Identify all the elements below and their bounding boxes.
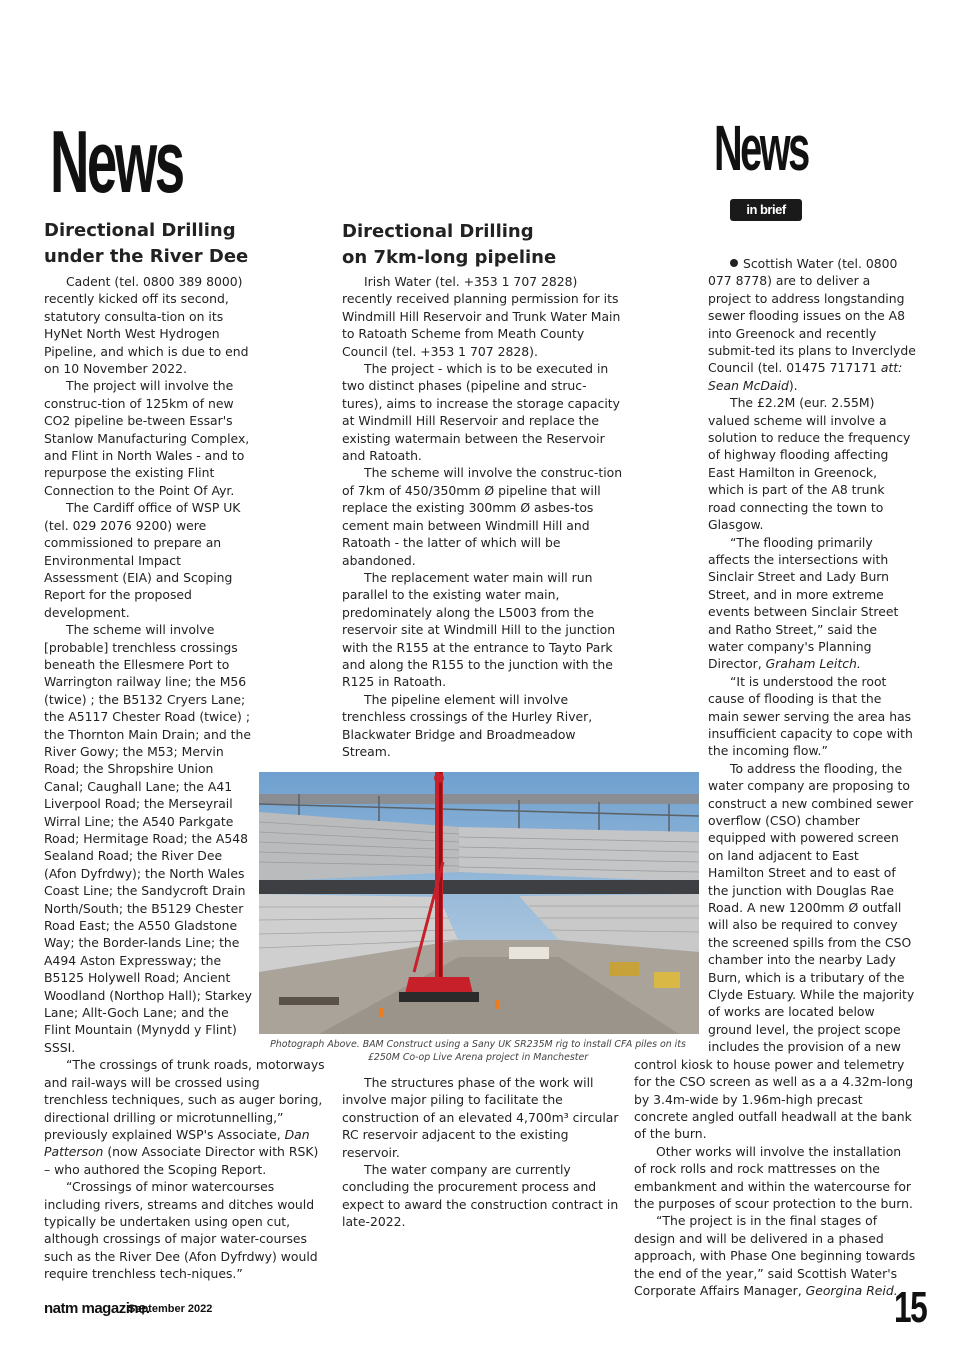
article2-headline [342,219,556,271]
stadium-construction-image [259,772,699,1034]
associate-tail: (now Associate Director with RSK) – who authored the Scoping Report. [44,1144,319,1177]
article2-headline-line2: on 7km-long pipeline [342,247,557,268]
article1-paragraph [44,1056,326,1178]
photo-caption: Photograph Above. BAM Construct using a Sany UK SR235M rig to install CFA piles on its £250M Co-op Live Arena project in Manchester [270,1039,686,1063]
article2-body-continued [342,1074,626,1244]
article3-quote: “The flooding primarily affects the intersections with Sinclair Street and Lady Burn Street, and in more extreme events between Sinclair Street and Ratho Street,” said the water company's Planning Director, [708,534,899,672]
article3-paragraph: The £2.2M (eur. 2.55M) valued scheme will involve a solution to reduce the frequency of highway flooding affecting East Hamilton in Greenock, which is part of the A8 trunk road connecting the town to Glasgow. [708,395,911,533]
construction-site-photo [259,772,699,1034]
article1-headline-line2: under the River Dee [44,246,249,267]
article3-intro: Scottish Water (tel. 0800 077 8778) are to deliver a project to address longstanding sewer flooding issues on the A8 into Greenock and recently submit-ted its plans to Inverclyde Council (tel. 01475 717171 [708,256,916,376]
bullet-icon [730,259,738,267]
article3-paragraph: To address the flooding, the water company are proposing to construct a new combined sewer overflow (CSO) chamber equipped with powered screen on land adjacent to East Hamilton Street and to east of the junction with Douglas Rae Road. A new 1200mm Ø outfall will also be required to convey the screened spills from the CSO chamber into the nearby Lady Burn, which is a tributary of the Clyde Estuary. While the majority of works are located below ground level, the project scope includes the provision of a new control kiosk to house power and telemetry for the CSO screen as well as a a 4.32m-long by 3.4m-wide by 1.96m-high precast concrete angled outfall headwall at the bank of the burn. [634,760,915,1142]
article1-headline-line1: Directional Drilling [44,220,236,241]
article3-paragraph: “It is understood the root cause of flooding is that the main sewer serving the area has insufficient capacity to cope with the incoming flow.” [708,673,913,759]
article2-paragraph: Irish Water (tel. +353 1 707 2828) recently received planning permission for its Windmill Hill Reservoir and Trunk Water Main to Ratoath Scheme from Meath County Council (tel. +353 1 707 2828). [342,274,621,359]
article3-intro-end: ). [788,377,798,393]
article1-paragraph: The Cardiff office of WSP UK (tel. 029 2076 9200) were commissioned to prepare an Environmental Impact Assessment (EIA) and Scoping Report for the proposed development. [44,500,241,620]
article3-body [634,255,916,1298]
article2-paragraph: The project - which is to be executed in two distinct phases (pipeline and struc-tures), aims to increase the storage capacity at Windmill Hill Reservoir and replace the existing watermain between the Reservoir and Ratoath. [342,361,620,464]
article2-paragraph: The scheme will involve the construc-tion of 7km of 450/350mm Ø pipeline that will replace the existing 300mm Ø asbes-tos cement main between Windmill Hill and Ratoath - the latter of which will be abandoned. [342,465,623,568]
article3-quote: “The project is in the final stages of design and will be delivered in a phased approach, with Phase One beginning towards the end of the year,” said Scottish Water's Corporate Affairs Manager, [634,1213,916,1298]
page-number: 15 [894,1283,927,1332]
article1-paragraph: Cadent (tel. 0800 389 8000) recently kicked off its second, statutory consulta-tion on its HyNet North West Hydrogen Pipeline, and which is due to end on 10 November 2022. [44,274,249,377]
article3-paragraph: Other works will involve the installation of rock rolls and rock mattresses on the embankment and within the watercourse for the purposes of scour protection to the burn. [634,1143,913,1211]
article2-headline-line1: Directional Drilling [342,221,534,242]
magazine-name: natm magazine. [44,1300,150,1317]
masthead-news-right: News [714,112,808,184]
article1-paragraph: “Crossings of minor watercourses including rivers, streams and ditches would typically be undertaken using open cut, although crossings of major water-courses such as the River Dee (Afon Dyfrdwy) would require trenchless tech-niques.” [44,1179,318,1282]
article2-paragraph: The replacement water main will run parallel to the existing water main, predominately along the L5003 from the reservoir site at Windmill Hill to the junction with the R155 at the entrance to Tayto Park and along the R155 to the junction with the R125 in Ratoath. [342,569,616,690]
planning-director-name: Graham Leitch. [765,656,861,672]
article2-paragraph: The structures phase of the work will involve major piling to facilitate the construction of an elevated 4,700m³ circular RC reservoir adjacent to the existing reservoir. [342,1075,619,1160]
associate-name: Dan Patterson [44,1126,310,1160]
article1-quote-text: “The crossings of trunk roads, motorways and rail-ways will be crossed using trenchless techniques, such as auger boring, directional drilling or microtunnelling,” previously explained WSP's Associate, [44,1057,325,1142]
in-brief-badge: in brief [730,199,802,221]
affairs-manager-name: Georgina Reid. [805,1282,898,1298]
article1-body [44,273,326,1282]
article1-paragraph: The scheme will involve [probable] trenchless crossings beneath the Ellesmere Port to Warrington railway line; the M56 (twice) ; the B5132 Cryers Lane; the A5117 Chester Road (twice) ; the Thornton Main Drain; and the River Gowy; the M53; Mervin Road; the Shropshire Union Canal; Caughall Lane; the A41 Liverpool Road; the Merseyrail Wirral Line; the A540 Parkgate Road; Hermitage Road; the A548 Sealand Road; the River Dee (Afon Dyfrdwy); the North Wales Coast Line; the Sandycroft Drain North/South; the B5129 Chester Road East; the A550 Gladstone Way; the Border-lands Line; the A494 Aston Expressway; the B5125 Holywell Road; Ancient Woodland (Northop Hall); Starkey Lane; Allt-Goch Lane; and the Flint Mountain (Mynydd y Flint) SSSI. [44,622,252,1055]
article2-body [342,273,626,763]
article2-paragraph: The pipeline element will involve trenchless crossings of the Hurley River, Blackwater Bridge and Broadmeadow Stream. [342,691,593,759]
article2-paragraph: The water company are currently concluding the procurement process and expect to award the construction contract in late-2022. [342,1162,619,1230]
article1-paragraph: The project will involve the construc-tion of 125km of new CO2 pipeline be-tween Essar's Stanlow Manufacturing Complex, and Flint in North Wales - and to repurpose the existing Flint Connection to the Point Of Ayr. [44,378,250,498]
article3-paragraph [634,1212,916,1299]
article1-headline [44,218,248,270]
issue-date: September 2022 [128,1303,213,1315]
article3-att: att: Sean McDaid [708,360,903,393]
masthead-news-left: News [50,112,183,211]
